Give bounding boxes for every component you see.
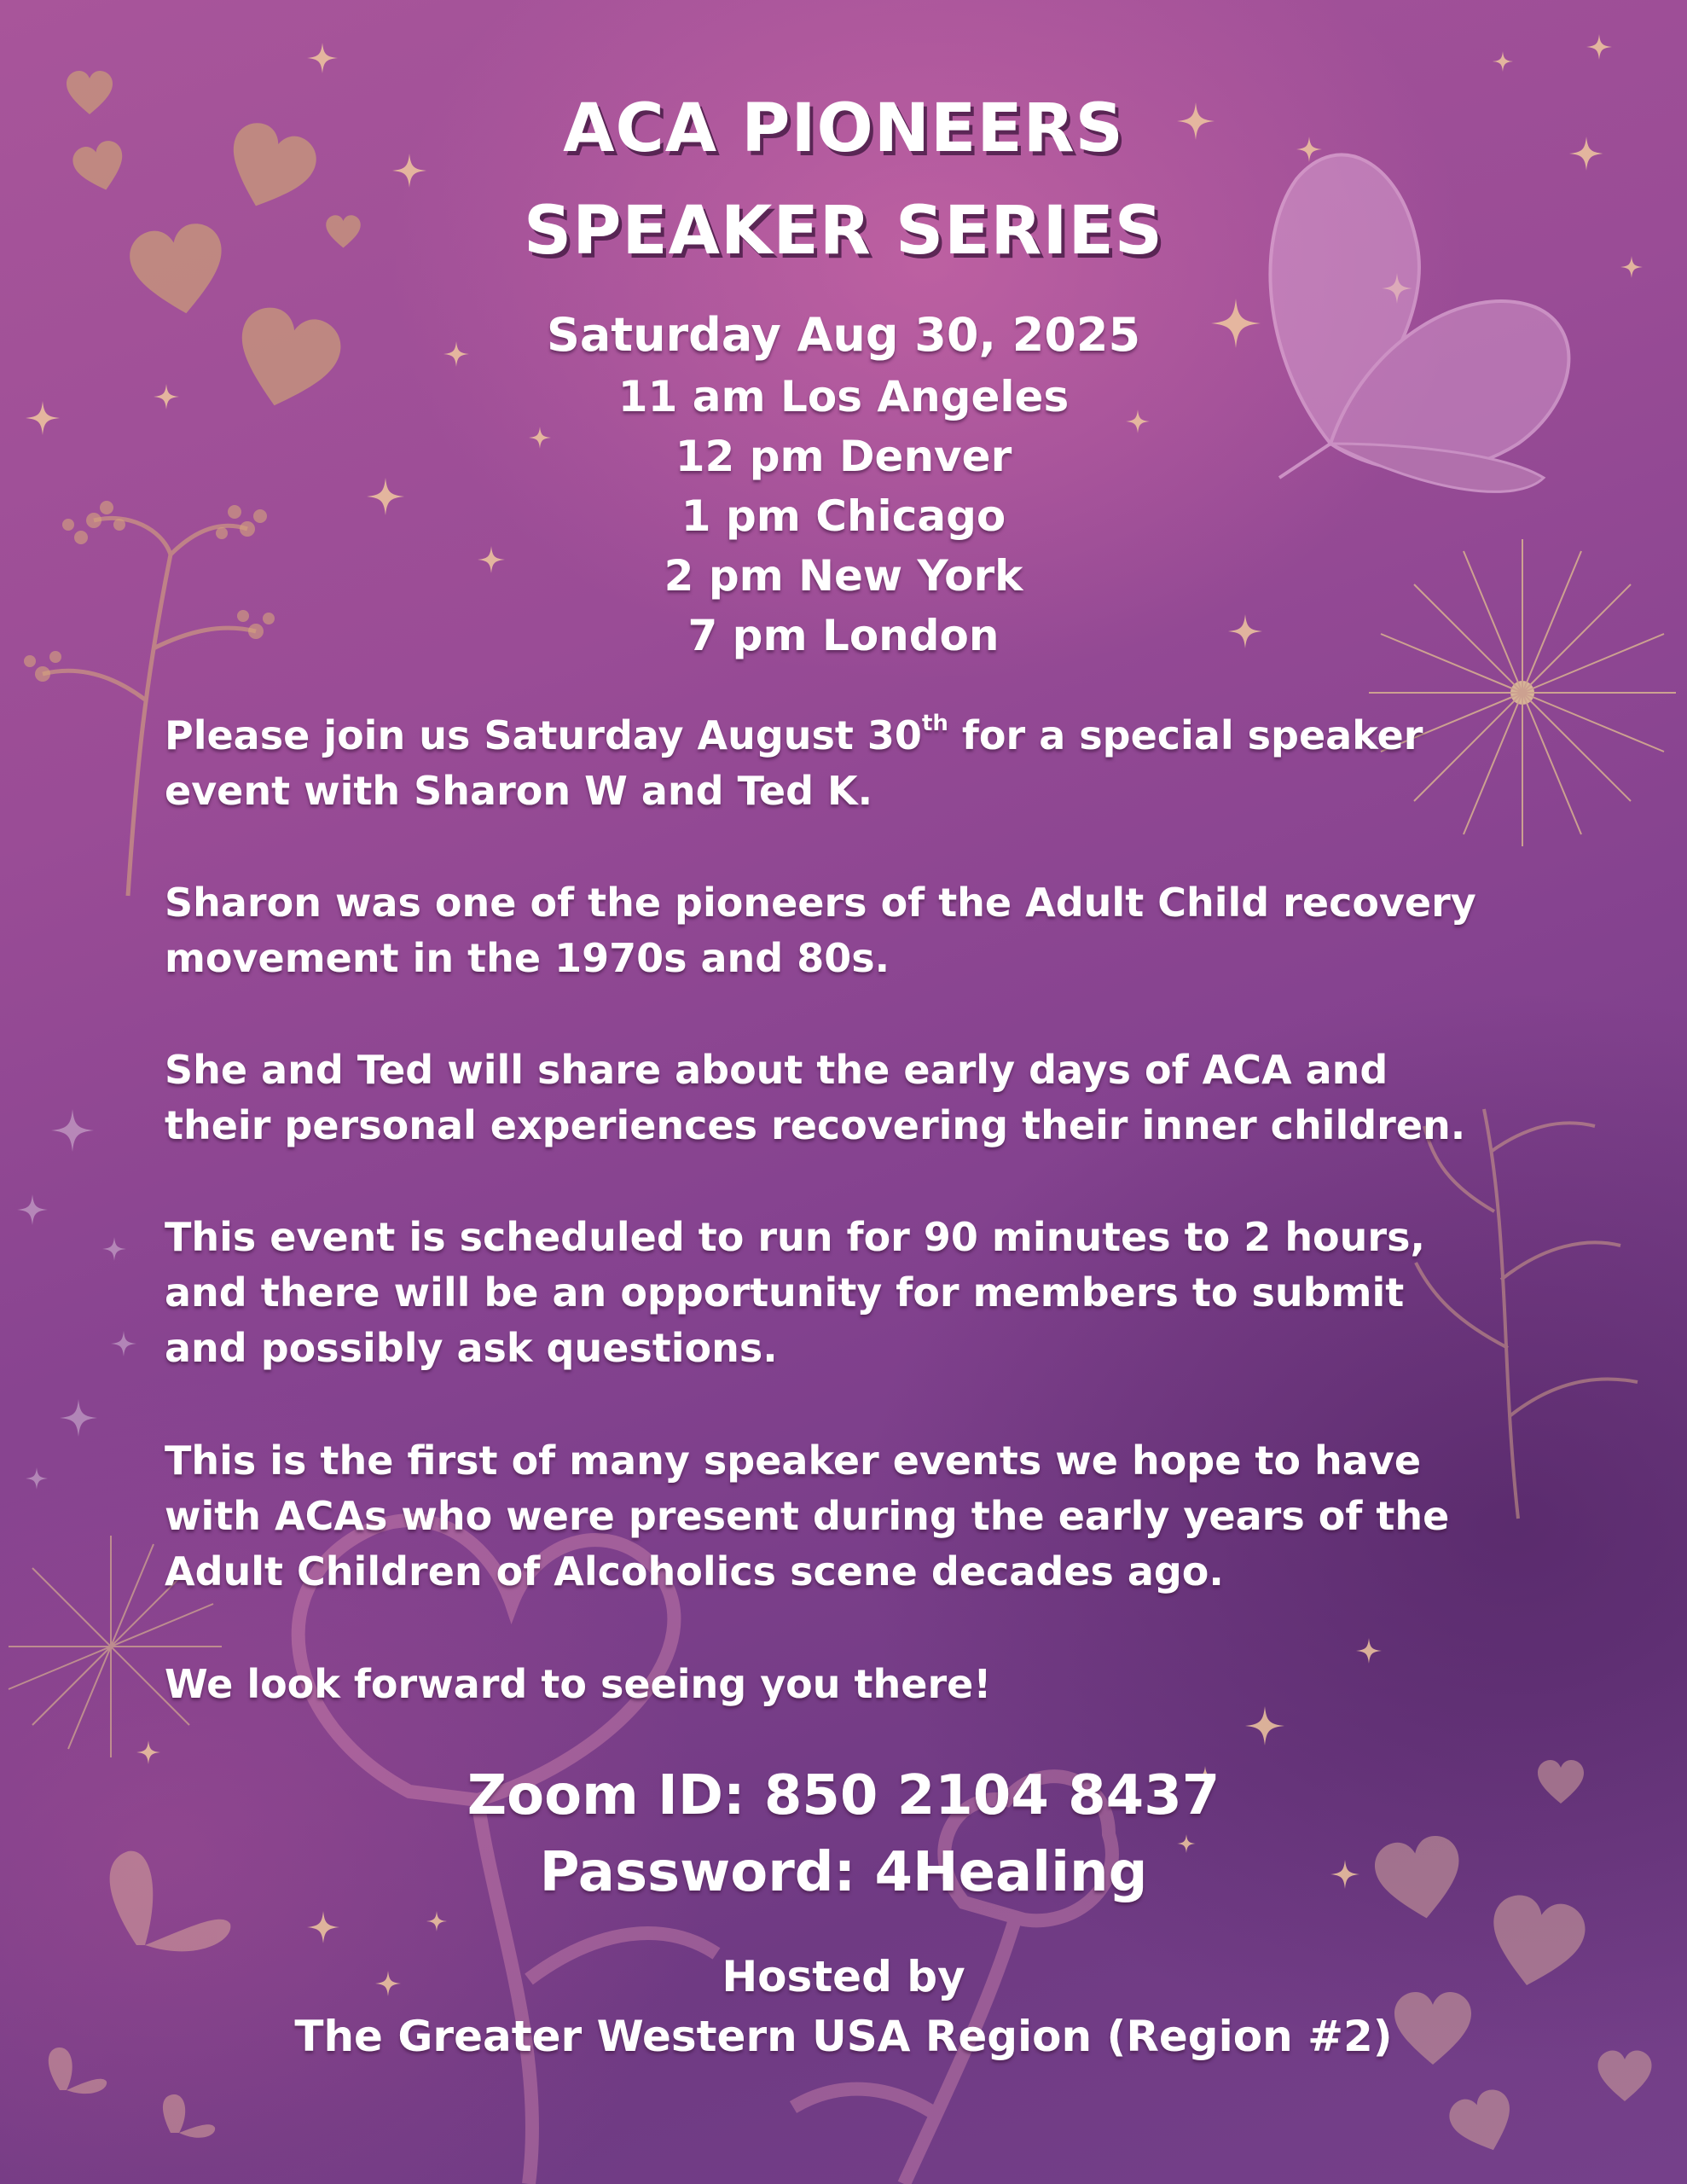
time-chicago: 1 pm Chicago: [681, 491, 1006, 541]
paragraph-invitation: [165, 708, 1546, 819]
zoom-id: Zoom ID: 850 2104 8437: [467, 1764, 1220, 1827]
hosted-by-label: Hosted by: [722, 1952, 965, 2001]
paragraph-sharing: She and Ted will share about the early days of ACA and their personal experiences recovering their inner children.: [165, 1047, 1466, 1148]
paragraph-closing: We look forward to seeing you there!: [165, 1661, 992, 1707]
host-region: The Greater Western USA Region (Region #2): [294, 2012, 1393, 2061]
paragraph-duration: This event is scheduled to run for 90 minutes to 2 hours, and there will be an opportunity for members to submit and possibly ask questions.: [165, 1214, 1425, 1371]
zoom-password: Password: 4Healing: [539, 1841, 1148, 1904]
sparkle-icon: [17, 1109, 136, 1490]
time-la: 11 am Los Angeles: [617, 372, 1070, 421]
paragraph-series: This is the first of many speaker events we hope to have with ACAs who were present during the early years of the Adult Children of Alcoholics scene decades ago.: [165, 1438, 1450, 1594]
event-date: Saturday Aug 30, 2025: [546, 308, 1141, 362]
invitation-text-start: Please join us Saturday August 30: [165, 712, 922, 758]
time-london: 7 pm London: [687, 611, 1000, 660]
ordinal-suffix: th: [921, 711, 948, 736]
paragraph-sharon: Sharon was one of the pioneers of the Adult Child recovery movement in the 1970s and 80s.: [165, 880, 1476, 981]
title-line-2: SPEAKER SERIES: [524, 193, 1163, 270]
title-line-1: ACA PIONEERS: [563, 90, 1124, 167]
time-new-york: 2 pm New York: [664, 551, 1023, 601]
invitation-text-end: for a special speaker event with Sharon W and Ted K.: [165, 712, 1423, 814]
time-denver: 12 pm Denver: [675, 432, 1012, 481]
